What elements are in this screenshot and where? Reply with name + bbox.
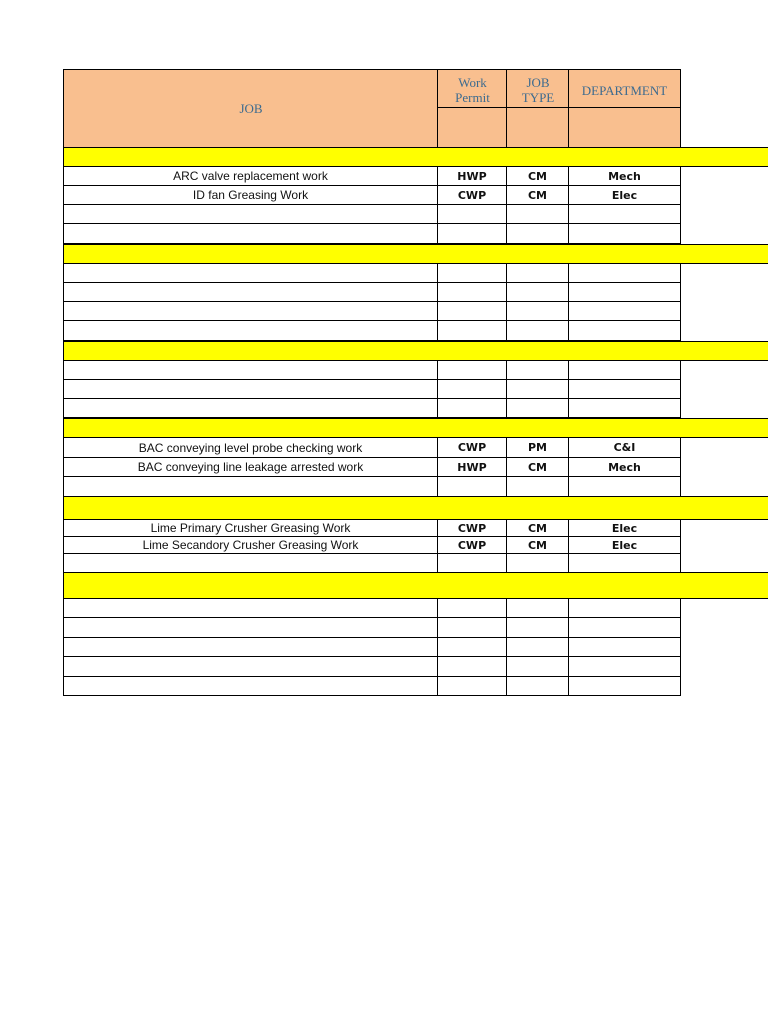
department-cell[interactable] bbox=[569, 438, 680, 457]
job-cell[interactable] bbox=[64, 657, 438, 676]
section-band bbox=[63, 147, 768, 167]
work-permit-cell[interactable] bbox=[438, 554, 507, 572]
header-job-type-label: JOB TYPE bbox=[521, 75, 555, 105]
table-row bbox=[63, 438, 681, 458]
section-band bbox=[63, 496, 768, 520]
job-type-cell[interactable] bbox=[507, 520, 569, 536]
job-type-cell-text: CM bbox=[527, 460, 548, 474]
job-type-cell[interactable] bbox=[507, 186, 569, 204]
work-permit-cell[interactable] bbox=[438, 520, 507, 536]
department-cell[interactable] bbox=[569, 380, 680, 398]
job-cell-text: Lime Secandory Crusher Greasing Work bbox=[142, 538, 359, 552]
job-type-cell[interactable] bbox=[507, 438, 569, 457]
department-cell[interactable] bbox=[569, 205, 680, 223]
work-permit-cell[interactable] bbox=[438, 321, 507, 340]
section-band bbox=[63, 572, 768, 599]
department-cell[interactable] bbox=[569, 399, 680, 417]
department-cell[interactable] bbox=[569, 224, 680, 243]
job-type-cell[interactable] bbox=[507, 399, 569, 417]
job-type-cell-text: CM bbox=[527, 521, 548, 535]
department-cell[interactable] bbox=[569, 638, 680, 656]
job-type-cell-text: CM bbox=[527, 538, 548, 552]
department-cell[interactable] bbox=[569, 167, 680, 185]
department-cell-text: C&I bbox=[613, 441, 636, 454]
department-cell[interactable] bbox=[569, 458, 680, 476]
job-cell[interactable] bbox=[64, 477, 438, 496]
work-permit-cell[interactable] bbox=[438, 264, 507, 282]
job-cell[interactable] bbox=[64, 458, 438, 476]
section-band bbox=[63, 418, 768, 438]
work-permit-cell[interactable] bbox=[438, 361, 507, 379]
work-permit-cell[interactable] bbox=[438, 599, 507, 617]
job-type-cell[interactable] bbox=[507, 477, 569, 496]
job-cell[interactable] bbox=[64, 380, 438, 398]
job-cell-text: BAC conveying line leakage arrested work bbox=[137, 460, 364, 474]
department-cell[interactable] bbox=[569, 599, 680, 617]
table-row bbox=[63, 380, 681, 399]
department-cell[interactable] bbox=[569, 477, 680, 496]
department-cell[interactable] bbox=[569, 657, 680, 676]
header-work-permit-label: Work Permit bbox=[455, 75, 490, 105]
job-cell[interactable] bbox=[64, 264, 438, 282]
job-cell[interactable] bbox=[64, 283, 438, 301]
department-cell[interactable] bbox=[569, 537, 680, 553]
job-type-cell-text: PM bbox=[527, 441, 547, 454]
job-cell-text: ID fan Greasing Work bbox=[192, 188, 309, 202]
job-type-cell[interactable] bbox=[507, 321, 569, 340]
work-permit-cell[interactable] bbox=[438, 638, 507, 656]
job-cell[interactable] bbox=[64, 167, 438, 185]
job-cell-text: ARC valve replacement work bbox=[173, 169, 328, 183]
table-header bbox=[63, 69, 681, 148]
table-row bbox=[63, 205, 681, 224]
work-permit-cell[interactable] bbox=[438, 302, 507, 320]
job-type-cell[interactable] bbox=[507, 657, 569, 676]
department-cell-text: Elec bbox=[611, 521, 638, 535]
job-type-cell[interactable] bbox=[507, 638, 569, 656]
work-permit-cell-text: CWP bbox=[457, 188, 487, 202]
header-department-label: DEPARTMENT bbox=[581, 82, 668, 98]
department-cell[interactable] bbox=[569, 264, 680, 282]
work-permit-cell-text: HWP bbox=[457, 169, 487, 183]
job-cell[interactable] bbox=[64, 321, 438, 340]
department-cell[interactable] bbox=[569, 186, 680, 204]
job-cell[interactable] bbox=[64, 537, 438, 553]
job-type-cell[interactable] bbox=[507, 302, 569, 320]
table-row bbox=[63, 302, 681, 321]
job-cell[interactable] bbox=[64, 205, 438, 223]
header-department bbox=[569, 73, 680, 107]
job-type-cell-text: CM bbox=[527, 169, 548, 183]
job-type-cell[interactable] bbox=[507, 458, 569, 476]
job-type-cell[interactable] bbox=[507, 554, 569, 572]
work-permit-cell[interactable] bbox=[438, 477, 507, 496]
table-row bbox=[63, 321, 681, 341]
table-row bbox=[63, 477, 681, 497]
department-cell[interactable] bbox=[569, 618, 680, 637]
job-type-cell[interactable] bbox=[507, 264, 569, 282]
header-job-label: JOB bbox=[239, 101, 263, 116]
work-permit-cell-text: CWP bbox=[457, 521, 487, 535]
work-permit-cell[interactable] bbox=[438, 186, 507, 204]
department-cell[interactable] bbox=[569, 361, 680, 379]
work-permit-cell[interactable] bbox=[438, 205, 507, 223]
work-permit-cell[interactable] bbox=[438, 657, 507, 676]
table-row bbox=[63, 264, 681, 283]
job-type-cell[interactable] bbox=[507, 618, 569, 637]
work-permit-cell[interactable] bbox=[438, 458, 507, 476]
work-permit-cell[interactable] bbox=[438, 438, 507, 457]
department-cell-text: Mech bbox=[608, 460, 641, 474]
table-row bbox=[63, 167, 681, 186]
work-permit-cell[interactable] bbox=[438, 283, 507, 301]
job-cell[interactable] bbox=[64, 186, 438, 204]
job-cell[interactable] bbox=[64, 361, 438, 379]
job-cell[interactable] bbox=[64, 618, 438, 637]
job-type-cell[interactable] bbox=[507, 361, 569, 379]
department-cell[interactable] bbox=[569, 283, 680, 301]
header-job bbox=[64, 70, 438, 147]
work-permit-cell[interactable] bbox=[438, 167, 507, 185]
work-permit-cell[interactable] bbox=[438, 537, 507, 553]
work-permit-cell[interactable] bbox=[438, 618, 507, 637]
table-row bbox=[63, 399, 681, 418]
table-row bbox=[63, 186, 681, 205]
table-row bbox=[63, 618, 681, 638]
table-row bbox=[63, 537, 681, 554]
table-row bbox=[63, 224, 681, 244]
department-cell[interactable] bbox=[569, 677, 680, 695]
job-cell-text: Lime Primary Crusher Greasing Work bbox=[150, 521, 351, 535]
table-row bbox=[63, 638, 681, 657]
header-work-permit bbox=[438, 73, 507, 107]
job-cell[interactable] bbox=[64, 677, 438, 695]
job-type-cell-text: CM bbox=[527, 188, 548, 202]
work-permit-cell[interactable] bbox=[438, 399, 507, 417]
job-type-cell[interactable] bbox=[507, 224, 569, 243]
job-type-cell[interactable] bbox=[507, 283, 569, 301]
job-cell-text: BAC conveying level probe checking work bbox=[138, 440, 363, 455]
job-type-cell[interactable] bbox=[507, 380, 569, 398]
department-cell[interactable] bbox=[569, 520, 680, 536]
table-row bbox=[63, 554, 681, 573]
department-cell[interactable] bbox=[569, 554, 680, 572]
job-cell[interactable] bbox=[64, 302, 438, 320]
department-cell[interactable] bbox=[569, 321, 680, 340]
work-permit-cell-text: HWP bbox=[457, 460, 487, 474]
table-row bbox=[63, 599, 681, 618]
work-permit-cell-text: CWP bbox=[457, 441, 487, 454]
job-cell[interactable] bbox=[64, 599, 438, 617]
section-band bbox=[63, 244, 768, 264]
job-type-cell[interactable] bbox=[507, 205, 569, 223]
job-cell[interactable] bbox=[64, 224, 438, 243]
job-type-cell[interactable] bbox=[507, 167, 569, 185]
job-cell[interactable] bbox=[64, 638, 438, 656]
table-row bbox=[63, 458, 681, 477]
section-band bbox=[63, 341, 768, 361]
work-permit-cell[interactable] bbox=[438, 380, 507, 398]
department-cell-text: Elec bbox=[611, 538, 638, 552]
table-row bbox=[63, 657, 681, 677]
job-type-cell[interactable] bbox=[507, 537, 569, 553]
work-permit-cell[interactable] bbox=[438, 677, 507, 695]
job-cell[interactable] bbox=[64, 520, 438, 536]
job-cell[interactable] bbox=[64, 399, 438, 417]
table-row bbox=[63, 361, 681, 380]
department-cell-text: Elec bbox=[611, 188, 638, 202]
work-permit-cell-text: CWP bbox=[457, 538, 487, 552]
header-job-type bbox=[507, 73, 569, 107]
job-cell[interactable] bbox=[64, 438, 438, 457]
department-cell[interactable] bbox=[569, 302, 680, 320]
job-type-cell[interactable] bbox=[507, 599, 569, 617]
table-row bbox=[63, 283, 681, 302]
job-cell[interactable] bbox=[64, 554, 438, 572]
table-row bbox=[63, 520, 681, 537]
job-type-cell[interactable] bbox=[507, 677, 569, 695]
department-cell-text: Mech bbox=[608, 169, 641, 183]
table-row bbox=[63, 677, 681, 696]
work-permit-cell[interactable] bbox=[438, 224, 507, 243]
